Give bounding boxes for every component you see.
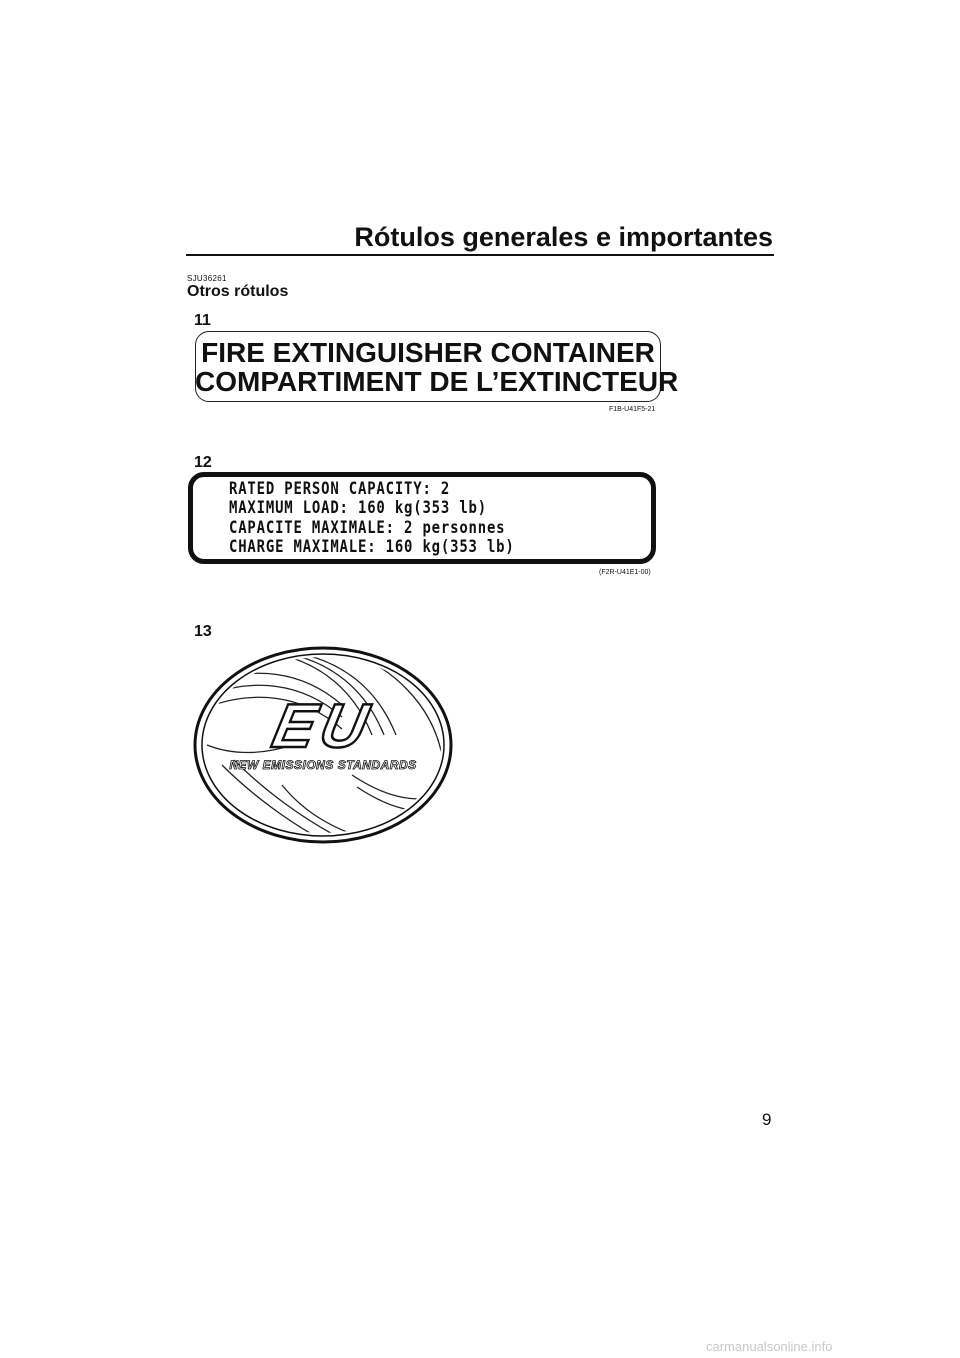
eu-emissions-logo (192, 645, 454, 845)
label-12-part-code: (F2R-U41E1-00) (599, 569, 651, 576)
label-number-11: 11 (194, 312, 211, 329)
label-number-13: 13 (194, 623, 212, 640)
eu-logo-subtext: NEW EMISSIONS STANDARDS (229, 758, 417, 772)
section-title: Otros rótulos (187, 283, 289, 300)
label-11-line-2: COMPARTIMENT DE L’EXTINCTEUR (195, 366, 679, 397)
label-12-line-1: RATED PERSON CAPACITY: 2 (229, 479, 451, 499)
section-code: SJU36261 (187, 274, 227, 283)
label-11-line-1: FIRE EXTINGUISHER CONTAINER (201, 337, 655, 368)
page-header-title: Rótulos generales e importantes (354, 222, 773, 252)
header-divider (186, 254, 774, 256)
label-11-part-code: F1B-U41F5-21 (609, 406, 656, 413)
eu-logo-text: EU (266, 691, 380, 761)
watermark: carmanualsonline.info (706, 1339, 833, 1354)
label-12-line-2: MAXIMUM LOAD: 160 kg(353 lb) (229, 498, 487, 518)
label-12-line-3: CAPACITE MAXIMALE: 2 personnes (229, 518, 506, 538)
label-12-line-4: CHARGE MAXIMALE: 160 kg(353 lb) (229, 537, 515, 557)
label-number-12: 12 (194, 454, 212, 471)
page-number: 9 (762, 1110, 772, 1129)
